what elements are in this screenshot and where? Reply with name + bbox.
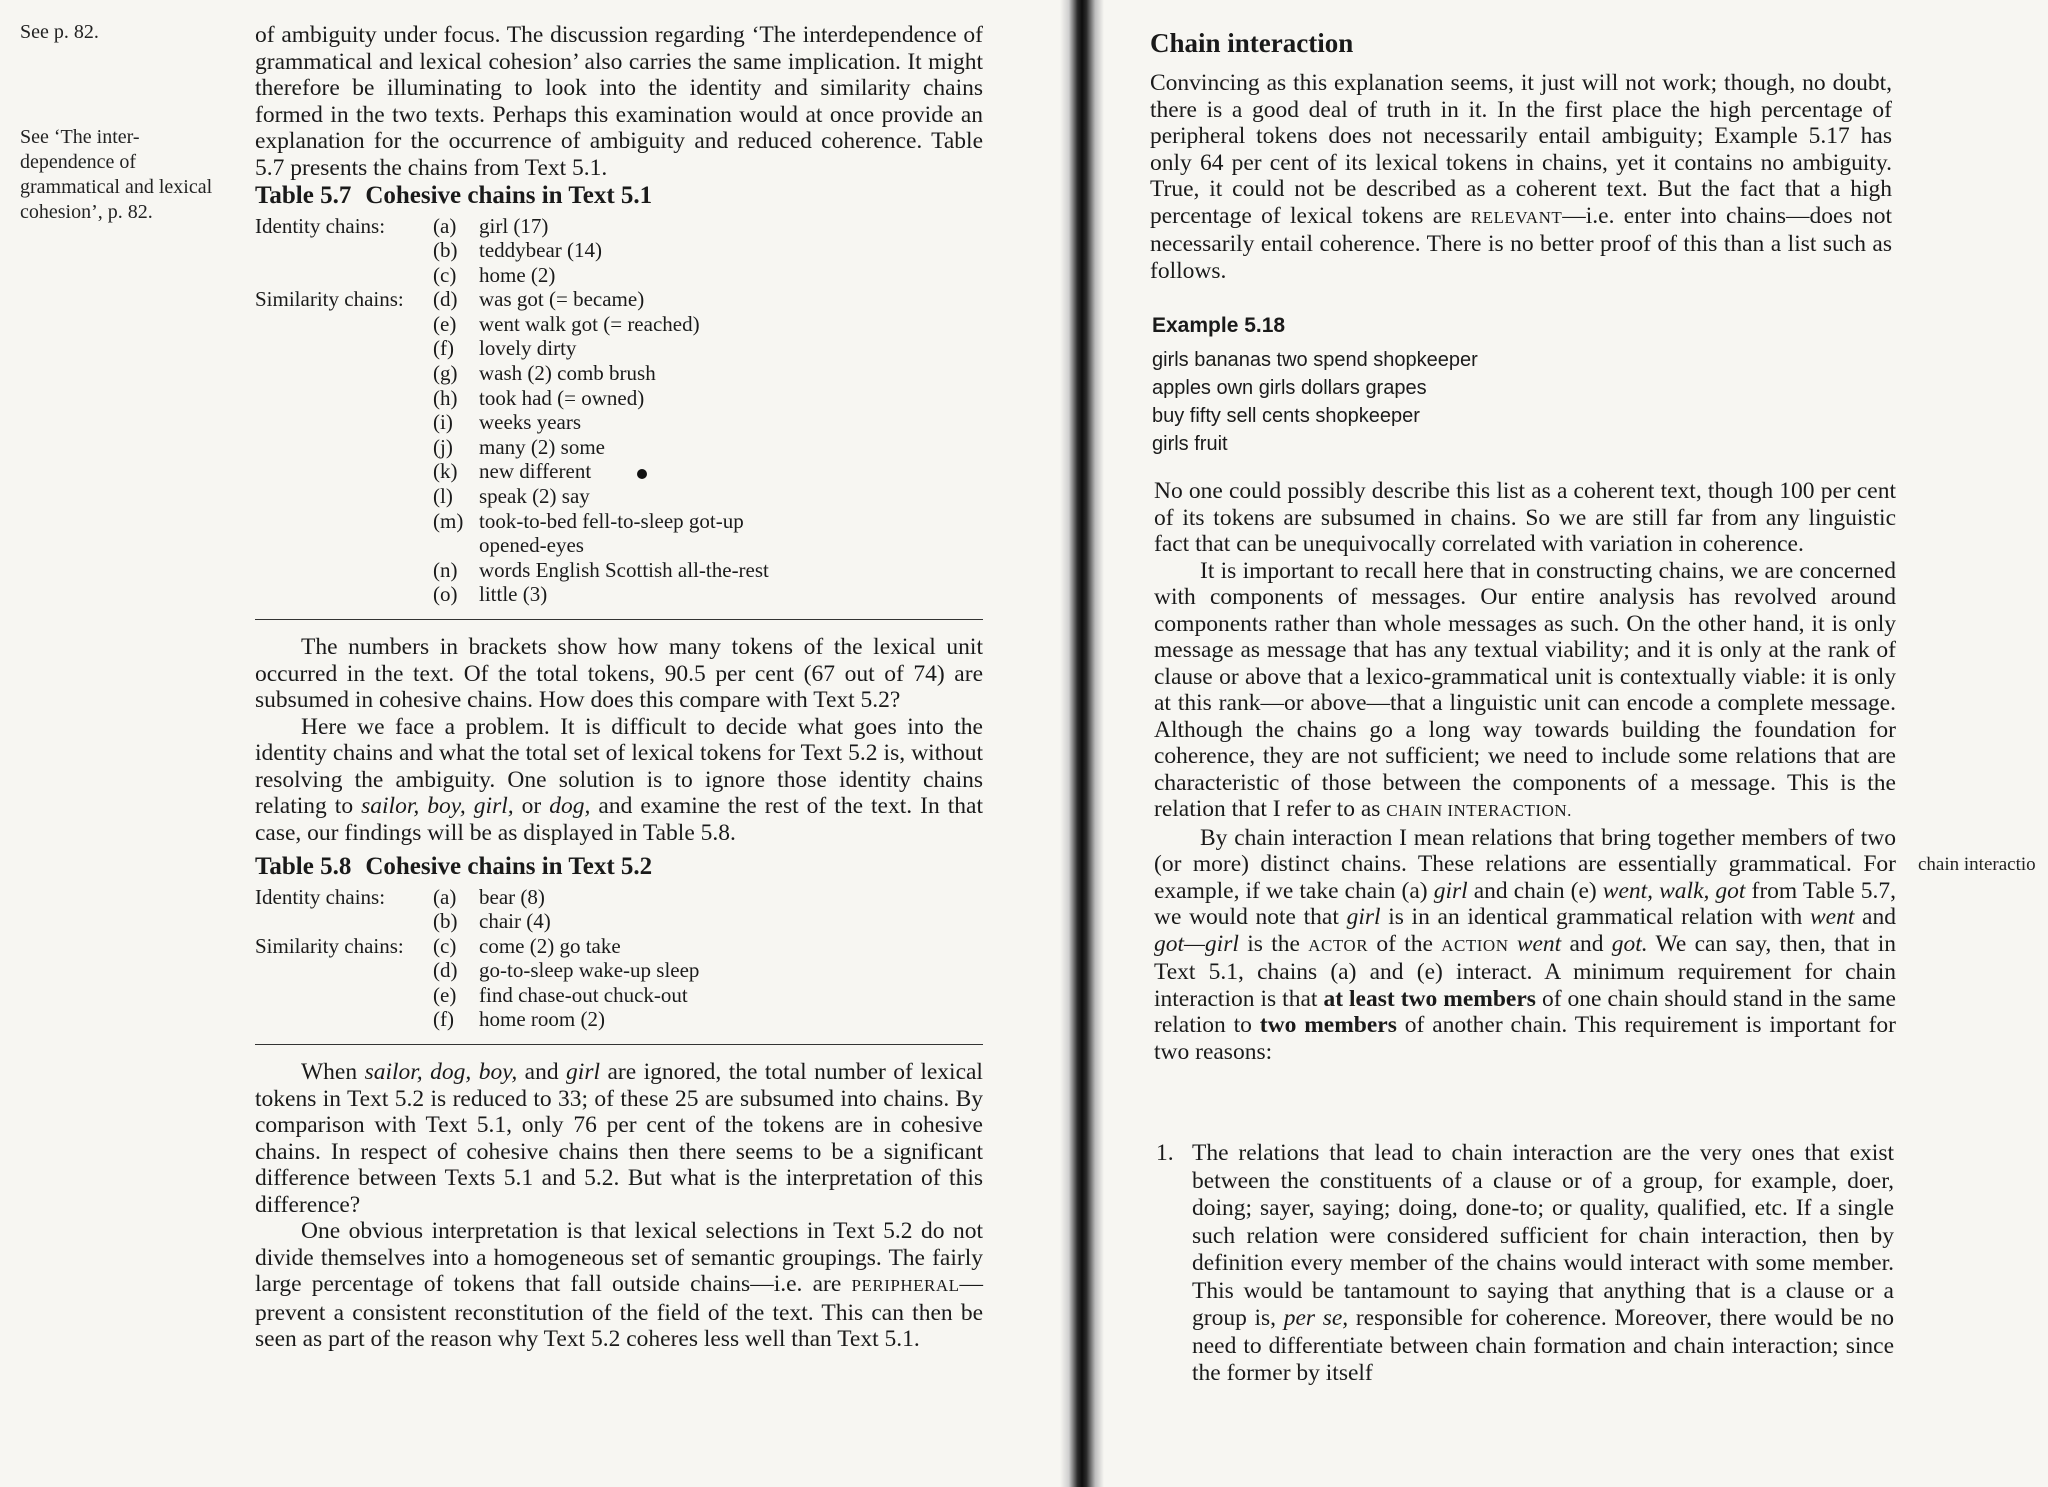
chain-row: [255, 885, 983, 910]
chain-items: lovely dirty: [479, 336, 577, 361]
chain-category: [255, 533, 433, 558]
book-gutter: [1060, 0, 1104, 1487]
chain-category: [255, 582, 433, 607]
chain-row: [255, 386, 983, 411]
chain-row: [255, 1007, 983, 1032]
example-5-18: [1152, 312, 1478, 458]
chain-items: wash (2) comb brush: [479, 361, 656, 386]
chain-category: [255, 459, 433, 484]
chain-items: many (2) some: [479, 434, 605, 459]
paragraph-convincing: Convincing as this explanation seems, it just will not work; though, no doubt, there is a good deal of truth in it. In the first place the high percentage of peripheral tokens does not necessarily entail ambiguity; Example 5.17 has only 64 per cent of its lexical tokens in chains, yet it contains no ambiguity. True, it could not be described as a coherent text. But the fact that a high percentage of lexical tokens are RELEVANT—i.e. enter into chains—does not necessarily entail coherence. There is no better proof of this than a list such as follows.: [1150, 70, 1892, 284]
chain-row: [255, 336, 983, 361]
chain-items: weeks years: [479, 410, 582, 435]
paragraph-chain-interaction: By chain interaction I mean relations that bring together members of two (or more) distinct chains. These relations are essentially grammatical. For example, if we take chain (a) girl and chain (e) went, walk, got from Table 5.7, we would note that girl is in an identical grammatical relation with went and got—girl is the ACTOR of the ACTION went and got. We can say, then, that in Text 5.1, chains (a) and (e) interact. A minimum requirement for chain interaction is that at least two members of one chain should stand in the same relation to two members of another chain. This requirement is important for two reasons:: [1154, 824, 1897, 1065]
paragraph-ignored: When sailor, dog, boy, and girl are ignored, the total number of lexical tokens in Text 5.2 is reduced to 33; of these 25 are subsumed into chains. By comparison with Text 5.1, only 76 per cent of the tokens are in cohesive chains. In respect of cohesive chains then there seems to be a significant difference between Texts 5.1 and 5.2. But what is the interpretation of this difference?: [255, 1059, 983, 1218]
chain-category: [255, 410, 433, 435]
chain-letter: (d): [433, 958, 458, 983]
chain-letter: (j): [433, 434, 453, 459]
chain-items: took had (= owned): [479, 385, 645, 410]
intro-paragraph: of ambiguity under focus. The discussion regarding ‘The interdependence of grammatical and lexical cohesion’ also carries the same implication. It might therefore be illuminating to look into the identity and similarity chains formed in the two texts. Perhaps this examination would at once provide an explanation for the occurrence of ambiguity and reduced coherence. Table 5.7 presents the chains from Text 5.1.: [255, 22, 983, 181]
chain-category: [255, 1007, 433, 1032]
section-heading: Chain interaction: [1150, 28, 1354, 58]
chain-letter: (c): [433, 933, 457, 958]
chain-items: was got (= became): [479, 287, 645, 312]
chain-letter: (o): [433, 582, 458, 607]
chain-letter: (f): [433, 336, 454, 361]
chain-category: [255, 958, 433, 983]
chain-row: [255, 361, 983, 386]
paragraph-no-one: No one could possibly describe this list as a coherent text, though 100 per cent of its tokens are subsumed in chains. So we are still far from any linguistic fact that can be unequivocally correlated with variation in coherence.: [1154, 478, 1896, 557]
chain-letter: (e): [433, 311, 457, 336]
chain-items: took-to-bed fell-to-sleep got-up: [479, 508, 744, 533]
example-line: girls fruit: [1152, 433, 1228, 455]
margin-note-chain-interaction: chain interactio: [1918, 854, 2036, 875]
chain-items: words English Scottish all-the-rest: [479, 557, 769, 582]
chain-items: opened-eyes: [479, 533, 584, 558]
chain-row: [255, 958, 983, 983]
chain-category: Similarity chains:: [255, 287, 404, 312]
chain-category: [255, 312, 433, 337]
chain-category: Identity chains:: [255, 213, 386, 238]
chain-row: [255, 582, 983, 607]
table-5-7: [255, 214, 983, 608]
margin-note-see-p82: See p. 82.: [20, 21, 99, 43]
chain-row: [255, 558, 983, 583]
chain-letter: (n): [433, 557, 458, 582]
margin-note-interdependence: [20, 125, 245, 225]
chain-letter: (m): [433, 508, 464, 533]
chain-row: [255, 983, 983, 1008]
chain-items: new different: [479, 459, 983, 484]
chain-category: [255, 509, 433, 534]
table-divider: [255, 1044, 983, 1045]
chain-category: [255, 983, 433, 1008]
chain-letter: [433, 533, 479, 558]
example-line: apples own girls dollars grapes: [1152, 377, 1427, 399]
chain-row: [255, 263, 983, 288]
margin-note-line: cohesion’, p. 82.: [20, 201, 153, 223]
chain-letter: (b): [433, 238, 458, 263]
margin-note-line: See ‘The inter-: [20, 126, 140, 148]
paragraph-interpretation: One obvious interpretation is that lexical selections in Text 5.2 do not divide themselves into a homogeneous set of semantic groupings. The fairly large percentage of tokens that fall outside chains—i.e. are PERIPHERAL—prevent a consistent reconstitution of the field of the text. This can then be seen as part of the reason why Text 5.2 coheres less well than Text 5.1.: [255, 1218, 983, 1353]
chain-letter: (a): [433, 884, 457, 909]
example-title: Example 5.18: [1152, 314, 1286, 337]
chain-category: [255, 484, 433, 509]
chain-row: [255, 459, 983, 484]
chain-row: [255, 484, 983, 509]
list-number: 1.: [1156, 1140, 1174, 1166]
chain-row: [255, 533, 983, 558]
chain-items: went walk got (= reached): [479, 311, 700, 336]
chain-letter: (b): [433, 909, 458, 934]
paragraph-problem: Here we face a problem. It is difficult to decide what goes into the identity chains and what the total set of lexical tokens for Text 5.2 is, without resolving the ambiguity. One solution is to ignore those identity chains relating to sailor, boy, girl, or dog, and examine the rest of the text. In that case, our findings will be as displayed in Table 5.8.: [255, 713, 983, 846]
paragraph-recall: It is important to recall here that in constructing chains, we are concerned with components of messages. Our entire analysis has revolved around components rather than whole messages as such. On the other hand, it is only message as message that has any textual viability; and it is only at the rank of clause or above that a lexico-grammatical unit is contextually viable: it is only at this rank—or above—that a linguistic unit can encode a complete message. Although the chains go a long way towards building the foundation for coherence, they are not sufficient; we need to include some relations that are characteristic of those between the components of a message. This is the relation that I refer to as CHAIN INTERACTION.: [1154, 557, 1896, 822]
chain-category: Identity chains:: [255, 884, 386, 909]
chain-row: [255, 934, 983, 959]
chain-row: [255, 435, 983, 460]
chain-items: little (3): [479, 582, 548, 607]
chain-letter: (c): [433, 262, 457, 287]
chain-row: [255, 287, 983, 312]
chain-row: [255, 410, 983, 435]
chain-items: girl (17): [479, 213, 549, 238]
table-divider: [255, 619, 983, 620]
chain-row: [255, 238, 983, 263]
table-label: Table 5.7: [255, 182, 352, 209]
chain-category: [255, 238, 433, 263]
chain-items: find chase-out chuck-out: [479, 982, 688, 1007]
chain-items: teddybear (14): [479, 238, 603, 263]
chain-category: [255, 386, 433, 411]
chain-row: [255, 909, 983, 934]
chain-letter: (i): [433, 410, 453, 435]
chain-items: home room (2): [479, 1007, 605, 1032]
chain-category: [255, 909, 433, 934]
paragraph-token-count: The numbers in brackets show how many tokens of the lexical unit occurred in the text. Of the total tokens, 90.5 per cent (67 out of 74) are subsumed in cohesive chains. How does this compare with Text 5.2?: [255, 634, 983, 713]
table-caption: Cohesive chains in Text 5.1: [365, 182, 653, 209]
chain-letter: (h): [433, 385, 458, 410]
chain-letter: (f): [433, 1007, 454, 1032]
chain-row: [255, 312, 983, 337]
table-5-8-title: [255, 854, 983, 881]
table-5-8: [255, 885, 983, 1033]
chain-letter: (l): [433, 484, 453, 509]
chain-category: [255, 435, 433, 460]
example-line: girls bananas two spend shopkeeper: [1152, 349, 1478, 371]
list-item-1: 1. The relations that lead to chain interaction are the very ones that exist between the constituents of a clause or of a group, for example, doer, doing; sayer, saying; doing, done-to; or quality, qualified, etc. If a single such relation were considered sufficient for chain interaction, then by definition every member of the chains would interact with some member. This would be tantamount to saying that anything that is a clause or a group is, per se, responsible for coherence. Moreover, there would be no need to differentiate between chain formation and chain interaction; since the former by itself: [1156, 1140, 1895, 1386]
chain-letter: (e): [433, 982, 457, 1007]
chain-letter: (a): [433, 213, 457, 238]
chain-row: [255, 214, 983, 239]
margin-note-line: dependence of: [20, 151, 137, 173]
chain-items: bear (8): [479, 884, 545, 909]
chain-items: speak (2) say: [479, 484, 590, 509]
right-text-column: [1154, 478, 1896, 1065]
right-intro-column: [1150, 70, 1892, 284]
chain-items: go-to-sleep wake-up sleep: [479, 958, 700, 983]
chain-letter: (k): [433, 459, 458, 484]
chain-category: [255, 558, 433, 583]
chain-letter: (g): [433, 361, 458, 386]
chain-items: home (2): [479, 262, 556, 287]
chain-category: [255, 361, 433, 386]
chain-row: [255, 509, 983, 534]
chain-category: [255, 336, 433, 361]
margin-note-line: grammatical and lexical: [20, 176, 213, 198]
chain-items: chair (4): [479, 909, 551, 934]
chain-category: [255, 263, 433, 288]
chain-letter: (d): [433, 287, 458, 312]
table-label: Table 5.8: [255, 853, 352, 880]
right-page: [1100, 0, 2048, 1487]
example-line: buy fifty sell cents shopkeeper: [1152, 405, 1420, 427]
chain-items: come (2) go take: [479, 933, 621, 958]
ink-dot: [637, 469, 647, 479]
table-5-7-title: [255, 183, 983, 210]
left-text-column: [255, 22, 983, 1353]
table-caption: Cohesive chains in Text 5.2: [365, 853, 653, 880]
chain-category: Similarity chains:: [255, 933, 404, 958]
